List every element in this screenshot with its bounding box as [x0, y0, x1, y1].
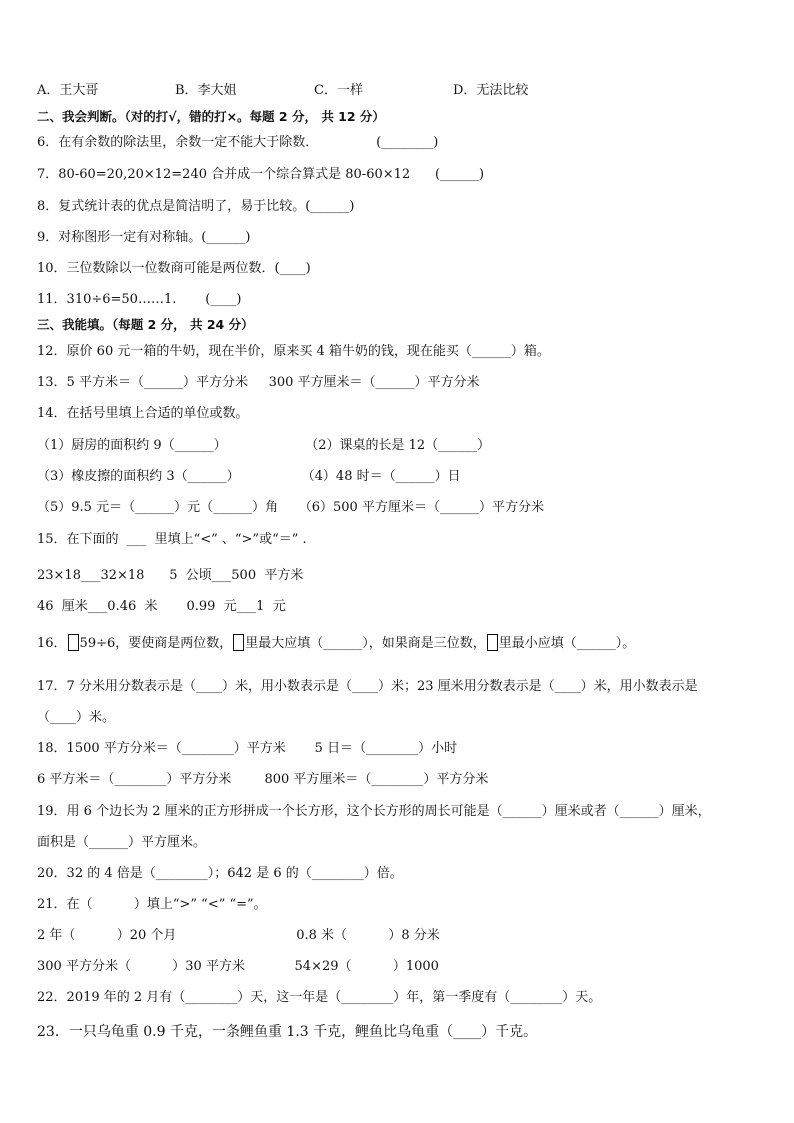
question-20: 20．32 的 4 倍是（________）；642 是 6 的（________）倍。	[37, 866, 403, 881]
question-18-line1: 18．1500 平方分米＝（________）平方米 5 日＝（________）小时	[37, 741, 458, 756]
option-c: C．一样	[314, 83, 363, 98]
question-16	[37, 634, 635, 652]
option-b: B．李大姐	[175, 83, 237, 98]
q16-text-3: 里最小应填（______）。	[498, 636, 636, 651]
question-15-row2: 46 厘米___0.46 米 0.99 元___1 元	[37, 599, 286, 614]
question-21-row1: 2 年（ ）20 个月 0.8 米（ ）8 分米	[37, 928, 440, 943]
option-d: D．无法比较	[453, 83, 529, 98]
question-14-row1: （1）厨房的面积约 9（______） （2）课桌的长是 12（______）	[37, 438, 491, 453]
question-6: 6．在有余数的除法里，余数一定不能大于除数． (________)	[37, 135, 439, 150]
question-18-line2: 6 平方米＝（________）平方分米 800 平方厘米＝（________）平方分米	[37, 772, 489, 787]
question-7: 7．80-60=20,20×12=240 合并成一个综合算式是 80-60×12 (______)	[37, 167, 485, 182]
question-13: 13．5 平方米＝（______）平方分米 300 平方厘米＝（______）平方分米	[37, 375, 480, 390]
question-14-row2: （3）橡皮擦的面积约 3（______） （4）48 时＝（______）日	[37, 469, 461, 484]
question-21-row2: 300 平方分米（ ）30 平方米 54×29（ ）1000	[37, 959, 439, 974]
section3-header: 三、我能填。（每题 2 分， 共 24 分）	[37, 317, 254, 332]
question-12: 12．原价 60 元一箱的牛奶，现在半价，原来买 4 箱牛奶的钱，现在能买（______）箱。	[37, 344, 550, 359]
question-9: 9．对称图形一定有对称轴。(______)	[37, 230, 251, 245]
question-21: 21．在（ ）填上“>” “<” “=”。	[37, 897, 267, 912]
question-17-line2: （____）米。	[37, 710, 116, 725]
question-15-row1: 23×18___32×18 5 公顷___500 平方米	[37, 568, 304, 583]
question-14: 14．在括号里填上合适的单位或数。	[37, 406, 249, 421]
question-15: 15．在下面的 ___ 里填上“<” 、“>”或“＝” .	[37, 532, 307, 547]
question-17-line1: 17．7 分米用分数表示是（____）米，用小数表示是（____）米；23 厘米用分数表示是（____）米，用小数表示是	[37, 679, 698, 694]
question-19-line2: 面积是（______）平方厘米。	[37, 835, 207, 850]
option-a: A．王大哥	[37, 83, 99, 98]
question-11: 11．310÷6=50……1. (____)	[37, 292, 242, 307]
q16-text-2: 里最大应填（______），如果商是三位数，	[245, 636, 486, 651]
question-19-line1: 19．用 6 个边长为 2 厘米的正方形拼成一个长方形，这个长方形的周长可能是（______）厘米或者（______）厘米，	[37, 804, 711, 819]
question-23: 23．一只乌龟重 0.9 千克，一条鲤鱼重 1.3 千克，鲤鱼比乌龟重（____）千克。	[37, 1024, 538, 1040]
question-8: 8．复式统计表的优点是简洁明了，易于比较。(______)	[37, 199, 355, 214]
question-14-row3: （5）9.5 元＝（______）元（______）角 （6）500 平方厘米＝（______）平方分米	[37, 500, 544, 515]
section2-header: 二、我会判断。（对的打√，错的打×。每题 2 分， 共 12 分）	[37, 109, 385, 124]
question-22: 22．2019 年的 2 月有（________）天，这一年是（________）年，第一季度有（________）天。	[37, 990, 602, 1005]
blank-box	[68, 634, 79, 651]
blank-box	[487, 634, 498, 651]
q16-text-1: 59÷6，要使商是两位数，	[79, 636, 233, 651]
blank-box	[233, 634, 244, 651]
question-10: 10．三位数除以一位数商可能是两位数．(____)	[37, 261, 311, 276]
q16-number: 16．	[37, 636, 67, 651]
